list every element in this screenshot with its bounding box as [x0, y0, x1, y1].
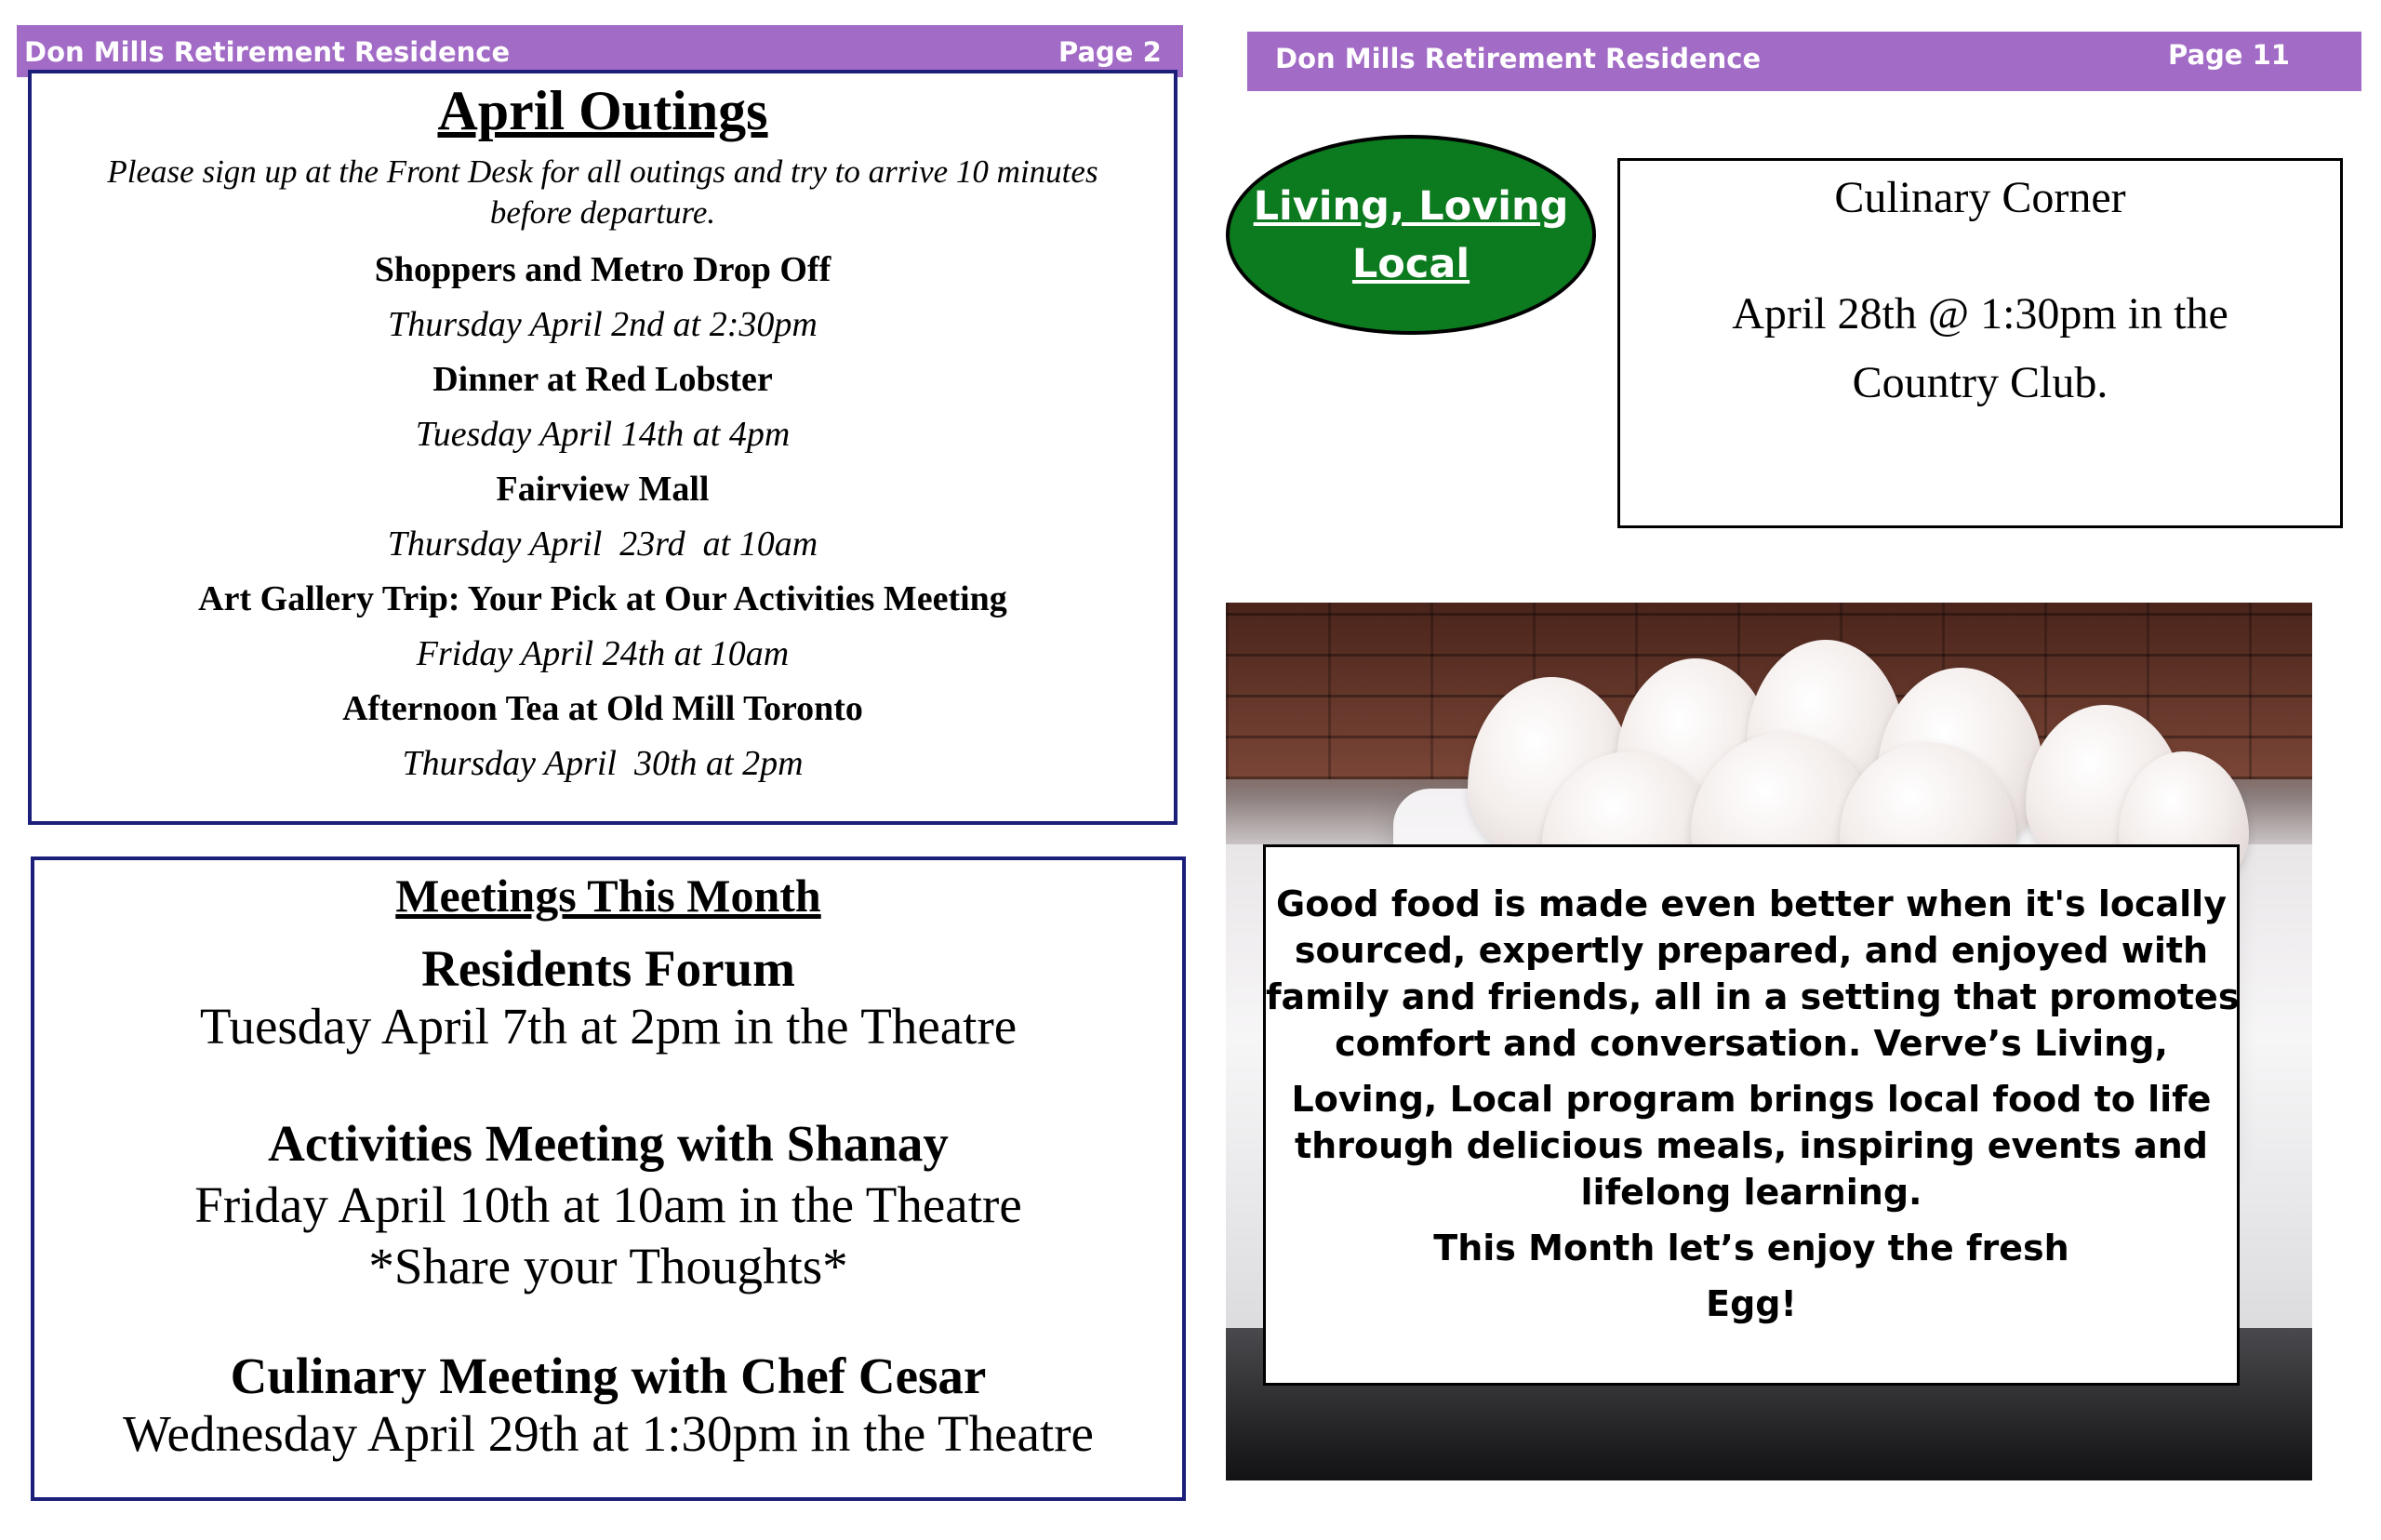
outing-item [32, 572, 1174, 682]
outings-list [32, 243, 1174, 791]
food-text-line: This Month let’s enjoy the fresh [1433, 1228, 2069, 1268]
outing-name: Art Gallery Trip: Your Pick at Our Activities Meeting [198, 579, 1007, 618]
outings-intro-line-2: before departure. [489, 194, 716, 231]
outing-time: Thursday April 2nd at 2:30pm [388, 305, 818, 344]
meeting-name: Residents Forum [421, 940, 795, 997]
outing-item [32, 682, 1174, 791]
culinary-corner-line-1: April 28th @ 1:30pm in the [1732, 289, 2228, 339]
april-outings-section [28, 70, 1177, 825]
food-text-line: Loving, Local program brings local food to life [1291, 1079, 2212, 1120]
culinary-corner-details [1620, 280, 2340, 418]
meetings-section [31, 856, 1186, 1501]
outing-item [32, 352, 1174, 462]
right-header-page-number: Page 11 [2168, 39, 2290, 71]
outings-intro-line-1: Please sign up at the Front Desk for all outings and try to arrive 10 minutes [107, 153, 1098, 190]
food-text-line: through delicious meals, inspiring events and [1295, 1125, 2208, 1166]
badge-line-1: Living, Loving [1253, 182, 1569, 230]
meeting-name: Culinary Meeting with Chef Cesar [230, 1348, 987, 1404]
food-text-line: Egg! [1706, 1283, 1797, 1324]
meeting-item [34, 940, 1182, 1055]
meeting-time: Tuesday April 7th at 2pm in the Theatre [199, 998, 1018, 1055]
meeting-time: Wednesday April 29th at 1:30pm in the Theatre [123, 1405, 1094, 1462]
meeting-item [34, 1113, 1182, 1297]
badge-line-2: Local [1351, 240, 1470, 287]
outing-time: Thursday April 30th at 2pm [402, 744, 804, 783]
outing-name: Shoppers and Metro Drop Off [374, 250, 831, 289]
food-text-line: Good food is made even better when it's locally [1276, 883, 2227, 924]
outing-item [32, 243, 1174, 352]
right-header-title: Don Mills Retirement Residence [1275, 43, 1762, 74]
outings-intro [32, 152, 1174, 233]
outing-name: Fairview Mall [496, 470, 710, 509]
left-header-page-number: Page 2 [1058, 36, 1162, 68]
food-text-line: family and friends, all in a setting that promotes [1266, 976, 2240, 1017]
living-loving-local-badge [1226, 135, 1596, 335]
food-text-line: sourced, expertly prepared, and enjoyed with [1294, 930, 2209, 971]
outing-name: Afternoon Tea at Old Mill Toronto [342, 689, 863, 728]
left-header-title: Don Mills Retirement Residence [24, 36, 511, 68]
outings-title: April Outings [437, 80, 768, 141]
outing-time: Thursday April 23rd at 10am [387, 524, 818, 564]
outing-time: Friday April 24th at 10am [416, 634, 790, 673]
culinary-corner-line-2: Country Club. [1852, 358, 2108, 407]
meeting-time: Friday April 10th at 10am in the Theatre [194, 1176, 1022, 1233]
outing-item [32, 462, 1174, 572]
culinary-corner-title: Culinary Corner [1834, 173, 2126, 222]
meeting-note: *Share your Thoughts* [368, 1238, 848, 1294]
food-text-line: lifelong learning. [1580, 1172, 1922, 1213]
culinary-corner-section [1617, 158, 2343, 528]
outing-name: Dinner at Red Lobster [432, 360, 773, 399]
food-text-line: comfort and conversation. Verve’s Living, [1335, 1023, 2168, 1064]
meeting-item [34, 1348, 1182, 1463]
local-food-description [1263, 844, 2240, 1386]
meetings-title: Meetings This Month [395, 870, 821, 922]
meeting-name: Activities Meeting with Shanay [268, 1115, 949, 1172]
outing-time: Tuesday April 14th at 4pm [415, 415, 791, 454]
right-page-header [1247, 32, 2361, 91]
food-text-block [1266, 881, 2240, 1327]
